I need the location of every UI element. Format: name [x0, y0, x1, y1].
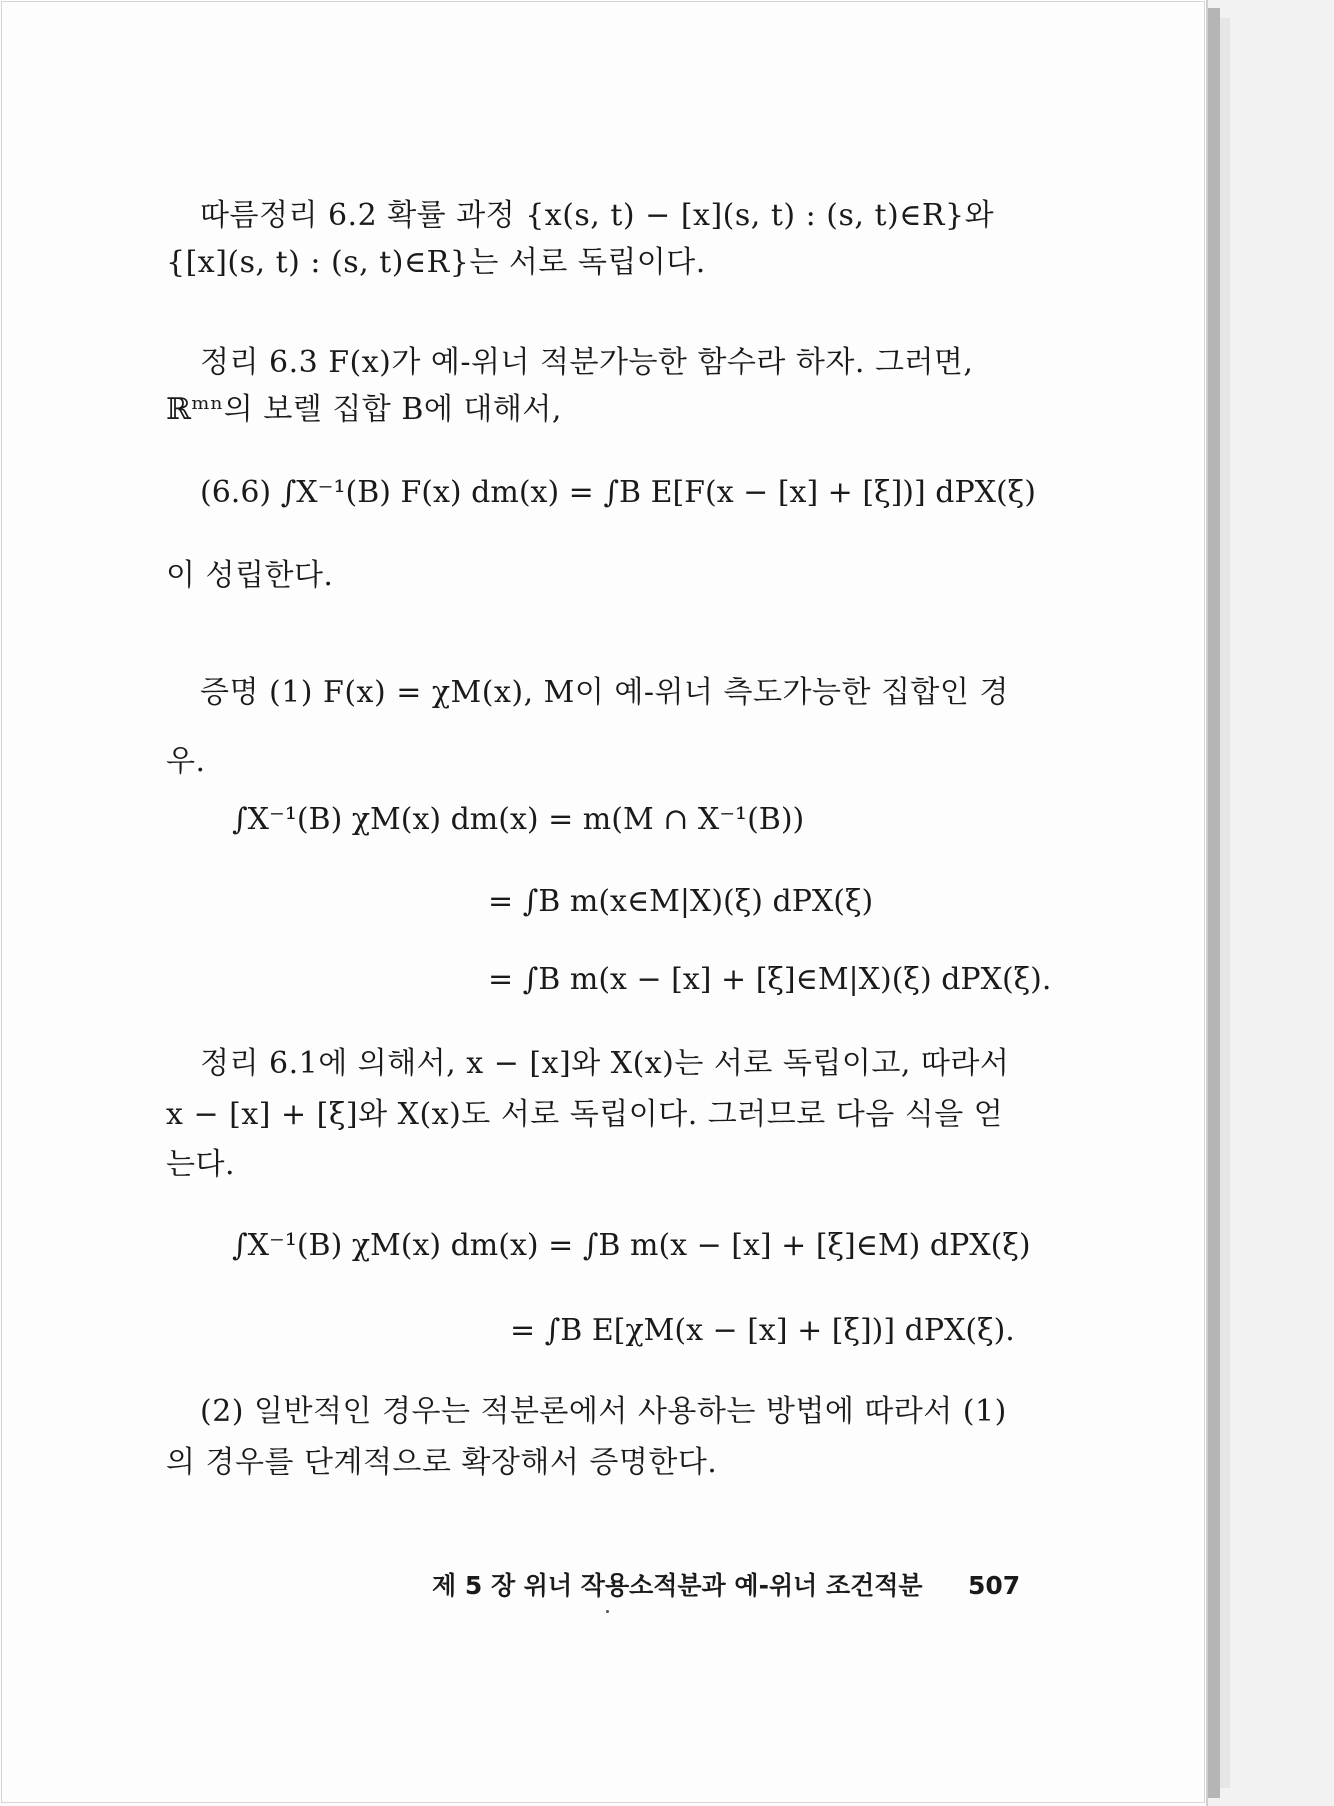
theorem-6-3-line-1: 정리 6.3 F(x)가 예-위너 적분가능한 함수라 하자. 그러면, — [200, 345, 974, 380]
proof-paragraph-line-3: 는다. — [166, 1147, 235, 1182]
proof-paragraph-line-2: x − [x] + [ξ]와 X(x)도 서로 독립이다. 그러므로 다음 식을 얻 — [166, 1097, 1004, 1132]
proof-case-2-line-2: 의 경우를 단계적으로 확장해서 증명한다. — [166, 1445, 718, 1480]
corollary-6-2-line-2: {[x](s, t) : (s, t)∈R}는 서로 독립이다. — [166, 245, 706, 280]
proof-paragraph-line-1: 정리 6.1에 의해서, x − [x]와 X(x)는 서로 독립이고, 따라서 — [200, 1046, 1010, 1081]
theorem-6-3-line-2: ℝᵐⁿ의 보렐 집합 B에 대해서, — [166, 392, 562, 427]
running-footer-chapter: 제 5 장 위너 작용소적분과 예-위너 조건적분 — [432, 1571, 923, 1600]
proof-equation-1-line-3: = ∫B m(x − [x] + [ξ]∈M|X)(ξ) dPX(ξ). — [488, 962, 1052, 997]
print-speck — [606, 1610, 609, 1613]
page-number: 507 — [968, 1571, 1021, 1600]
proof-intro-line-2: 우. — [166, 744, 206, 779]
proof-equation-2-line-1: ∫X⁻¹(B) χM(x) dm(x) = ∫B m(x − [x] + [ξ]∈M) dPX(ξ) — [232, 1228, 1031, 1263]
page-edge-shadow — [1208, 8, 1220, 1798]
proof-case-2-line-1: (2) 일반적인 경우는 적분론에서 사용하는 방법에 따라서 (1) — [200, 1394, 1007, 1429]
page-edge-highlight — [1220, 18, 1230, 1788]
equation-6-6: (6.6) ∫X⁻¹(B) F(x) dm(x) = ∫B E[F(x − [x] + [ξ])] dPX(ξ) — [200, 475, 1036, 510]
proof-equation-2-line-2: = ∫B E[χM(x − [x] + [ξ])] dPX(ξ). — [510, 1313, 1015, 1348]
theorem-6-3-conclusion: 이 성립한다. — [166, 558, 334, 593]
proof-intro-line-1: 증명 (1) F(x) = χM(x), M이 예-위너 측도가능한 집합인 경 — [200, 675, 1009, 710]
proof-equation-1-line-1: ∫X⁻¹(B) χM(x) dm(x) = m(M ∩ X⁻¹(B)) — [232, 802, 805, 837]
proof-equation-1-line-2: = ∫B m(x∈M|X)(ξ) dPX(ξ) — [488, 884, 874, 919]
corollary-6-2-line-1: 따름정리 6.2 확률 과정 {x(s, t) − [x](s, t) : (s, t)∈R}와 — [200, 198, 995, 233]
